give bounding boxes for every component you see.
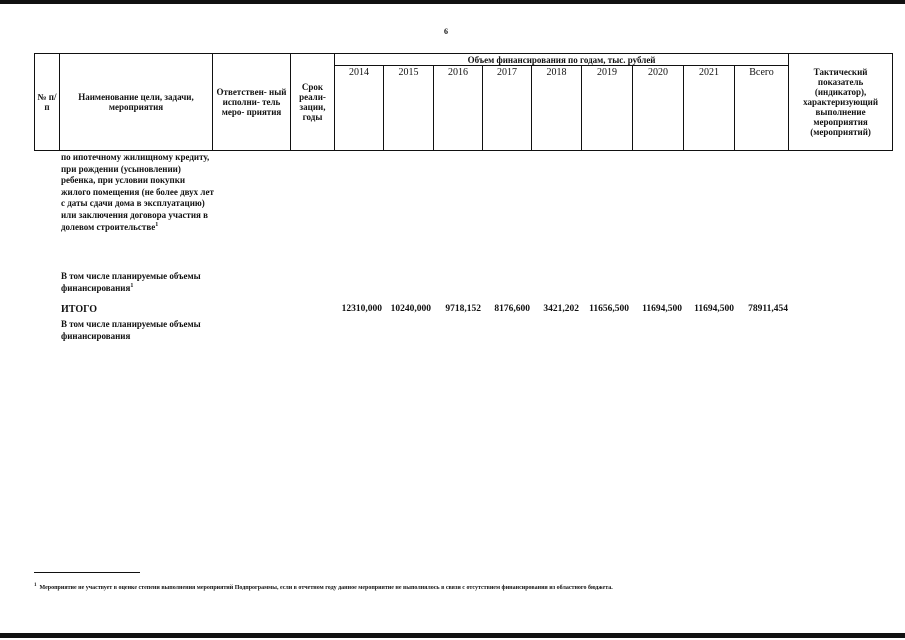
year-2019: 2019 [582,66,633,151]
total-2014: 12310,000 [341,304,382,314]
total-2019: 11656,500 [589,304,629,314]
year-2015: 2015 [384,66,434,151]
year-2018: 2018 [532,66,582,151]
header-name: Наименование цели, задачи, мероприятия [60,54,213,151]
total-2016: 9718,152 [445,304,481,314]
total-2020: 11694,500 [642,304,682,314]
header-num: № п/п [35,54,60,151]
year-2021: 2021 [684,66,735,151]
page-number: 6 [444,27,448,36]
year-2020: 2020 [633,66,684,151]
total-2018: 3421,202 [543,304,579,314]
continuation-text: по ипотечному жилищному кредиту, при рождении (усыновлении) ребенка, при условии покупки жилого помещения (не более двух лет с даты сдачи дома в эксплуатацию) или заключения договора участия в долевом строительстве$^1$ [61,152,214,232]
total-2017: 8176,600 [494,304,530,314]
header-responsible: Ответствен- ный исполни- тель меро- приятия [213,54,291,151]
year-2014: 2014 [335,66,384,151]
page-top-edge [0,0,905,4]
total-2015: 10240,000 [390,304,431,314]
footnote-separator [34,572,140,573]
year-2016: 2016 [434,66,483,151]
total-all: 78911,454 [748,304,788,314]
planned-financing-text-2: В том числе планируемые объемы финансирования [61,319,201,341]
total-label: ИТОГО [61,304,97,315]
total-2021: 11694,500 [694,304,734,314]
year-2017: 2017 [483,66,532,151]
page-bottom-edge [0,633,905,638]
header-indicator: Тактический показатель (индикатор), характеризующий выполнение мероприятия (мероприятий) [789,54,893,151]
header-funding-group: Объем финансирования по годам, тыс. рублей [335,54,789,66]
footnote: $^1$ Мероприятие не участвует в оценке степени выполнения мероприятий Подпрограммы, если в отчетном году данное мероприятие не выполнялось в связи с отсутствием финансирования из областного бюджета. [34,583,613,591]
planned-financing-text-1: В том числе планируемые объемы финансирования$^1$ [61,271,201,293]
table-header [34,53,893,151]
header-term: Срок реали- зации, годы [291,54,335,151]
year-total: Всего [735,66,789,151]
